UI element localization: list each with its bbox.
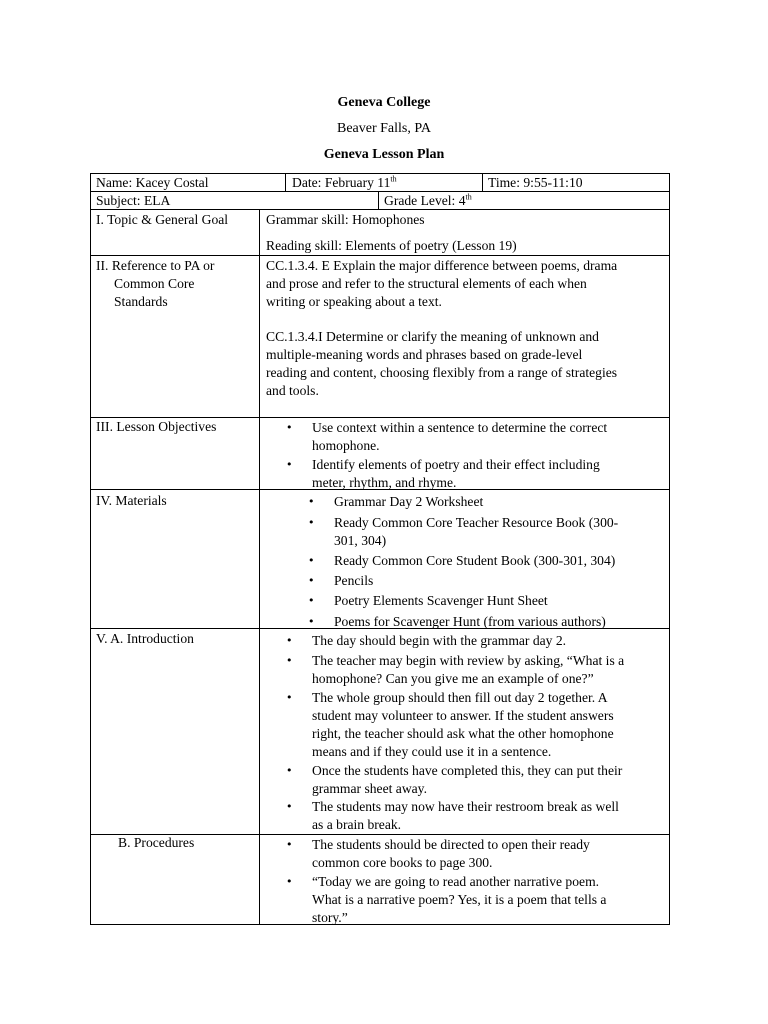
location-heading: Beaver Falls, PA — [337, 121, 431, 136]
objective-item: • Identify elements of poetry and their effect including — [312, 456, 600, 474]
introduction-label: V. A. Introduction — [96, 631, 194, 646]
standard-2-line: CC.1.3.4.I Determine or clarify the meaning of unknown and — [266, 329, 599, 344]
material-item: • Ready Common Core Teacher Resource Book (300- — [334, 514, 618, 532]
material-item: • Poetry Elements Scavenger Hunt Sheet — [334, 592, 548, 610]
intro-item: • The students may now have their restroom break as well — [312, 798, 619, 816]
time-cell: Time: 9:55-11:10 — [488, 175, 583, 190]
standard-2-line: multiple-meaning words and phrases based on grade-level — [266, 347, 583, 362]
row-border — [90, 209, 670, 210]
row2-divider — [378, 191, 379, 209]
grade-cell — [384, 192, 472, 210]
procedure-item-cont: What is a narrative poem? Yes, it is a poem that tells a — [312, 892, 607, 907]
standard-1-line: CC.1.3.4. E Explain the major difference between poems, drama — [266, 258, 618, 273]
objective-item: • Use context within a sentence to determine the correct — [312, 419, 607, 437]
date-superscript: th — [390, 174, 397, 184]
topic-grammar-skill: Grammar skill: Homophones — [266, 212, 425, 227]
row1-divider-a — [285, 173, 286, 191]
procedure-item-cont: common core books to page 300. — [312, 855, 493, 870]
table-border-left — [90, 173, 91, 925]
column-divider — [259, 209, 260, 925]
table-border-bottom — [90, 924, 670, 925]
grade-superscript: th — [465, 192, 472, 202]
intro-item-cont: as a brain break. — [312, 817, 402, 832]
intro-item: • The whole group should then fill out day 2 together. A — [312, 689, 608, 707]
row-border — [90, 255, 670, 256]
subject-cell: Subject: ELA — [96, 193, 171, 208]
standard-2-line: and tools. — [266, 383, 319, 398]
procedure-item: • The students should be directed to open their ready — [312, 836, 590, 854]
standard-2-line: reading and content, choosing flexibly from a range of strategies — [266, 365, 618, 380]
objective-item-cont: meter, rhythm, and rhyme. — [312, 475, 457, 490]
materials-label: IV. Materials — [96, 493, 167, 508]
material-item: • Grammar Day 2 Worksheet — [334, 493, 483, 511]
intro-item-cont: means and if they could use it in a sentence. — [312, 744, 552, 759]
row1-divider-b — [482, 173, 483, 191]
material-item: • Pencils — [334, 572, 373, 590]
plan-title: Geneva Lesson Plan — [323, 147, 445, 162]
standard-1-line: and prose and refer to the structural elements of each when — [266, 276, 587, 291]
name-cell: Name: Kacey Costal — [96, 175, 209, 190]
standards-label-line: II. Reference to PA or — [96, 258, 215, 273]
institution-heading: Geneva College — [337, 95, 431, 110]
intro-item-cont: homophone? Can you give me an example of one?” — [312, 671, 594, 686]
standards-label-line: Standards — [114, 294, 168, 309]
topic-label: I. Topic & General Goal — [96, 212, 229, 227]
material-item-cont: 301, 304) — [334, 533, 387, 548]
grade-text: Grade Level: 4 — [384, 193, 466, 208]
date-text: Date: February 11 — [292, 175, 391, 190]
intro-item: • The day should begin with the grammar day 2. — [312, 632, 566, 650]
standards-label-line: Common Core — [114, 276, 195, 291]
objective-item-cont: homophone. — [312, 438, 380, 453]
procedures-label: B. Procedures — [118, 835, 195, 850]
material-item: • Ready Common Core Student Book (300-301, 304) — [334, 552, 615, 570]
objectives-label: III. Lesson Objectives — [96, 419, 217, 434]
table-border-right — [669, 173, 670, 925]
intro-item-cont: right, the teacher should ask what the other homophone — [312, 726, 614, 741]
date-cell — [292, 174, 397, 192]
intro-item-cont: grammar sheet away. — [312, 781, 427, 796]
lesson-plan-table — [90, 173, 670, 925]
material-item: • Poems for Scavenger Hunt (from various authors) — [334, 613, 606, 631]
topic-reading-skill: Reading skill: Elements of poetry (Lesson 19) — [266, 238, 517, 253]
procedure-item-cont: story.” — [312, 910, 348, 925]
intro-item: • The teacher may begin with review by asking, “What is a — [312, 652, 624, 670]
procedure-item: • “Today we are going to read another narrative poem. — [312, 873, 599, 891]
standard-1-line: writing or speaking about a text. — [266, 294, 442, 309]
intro-item: • Once the students have completed this, they can put their — [312, 762, 622, 780]
intro-item-cont: student may volunteer to answer. If the student answers — [312, 708, 614, 723]
